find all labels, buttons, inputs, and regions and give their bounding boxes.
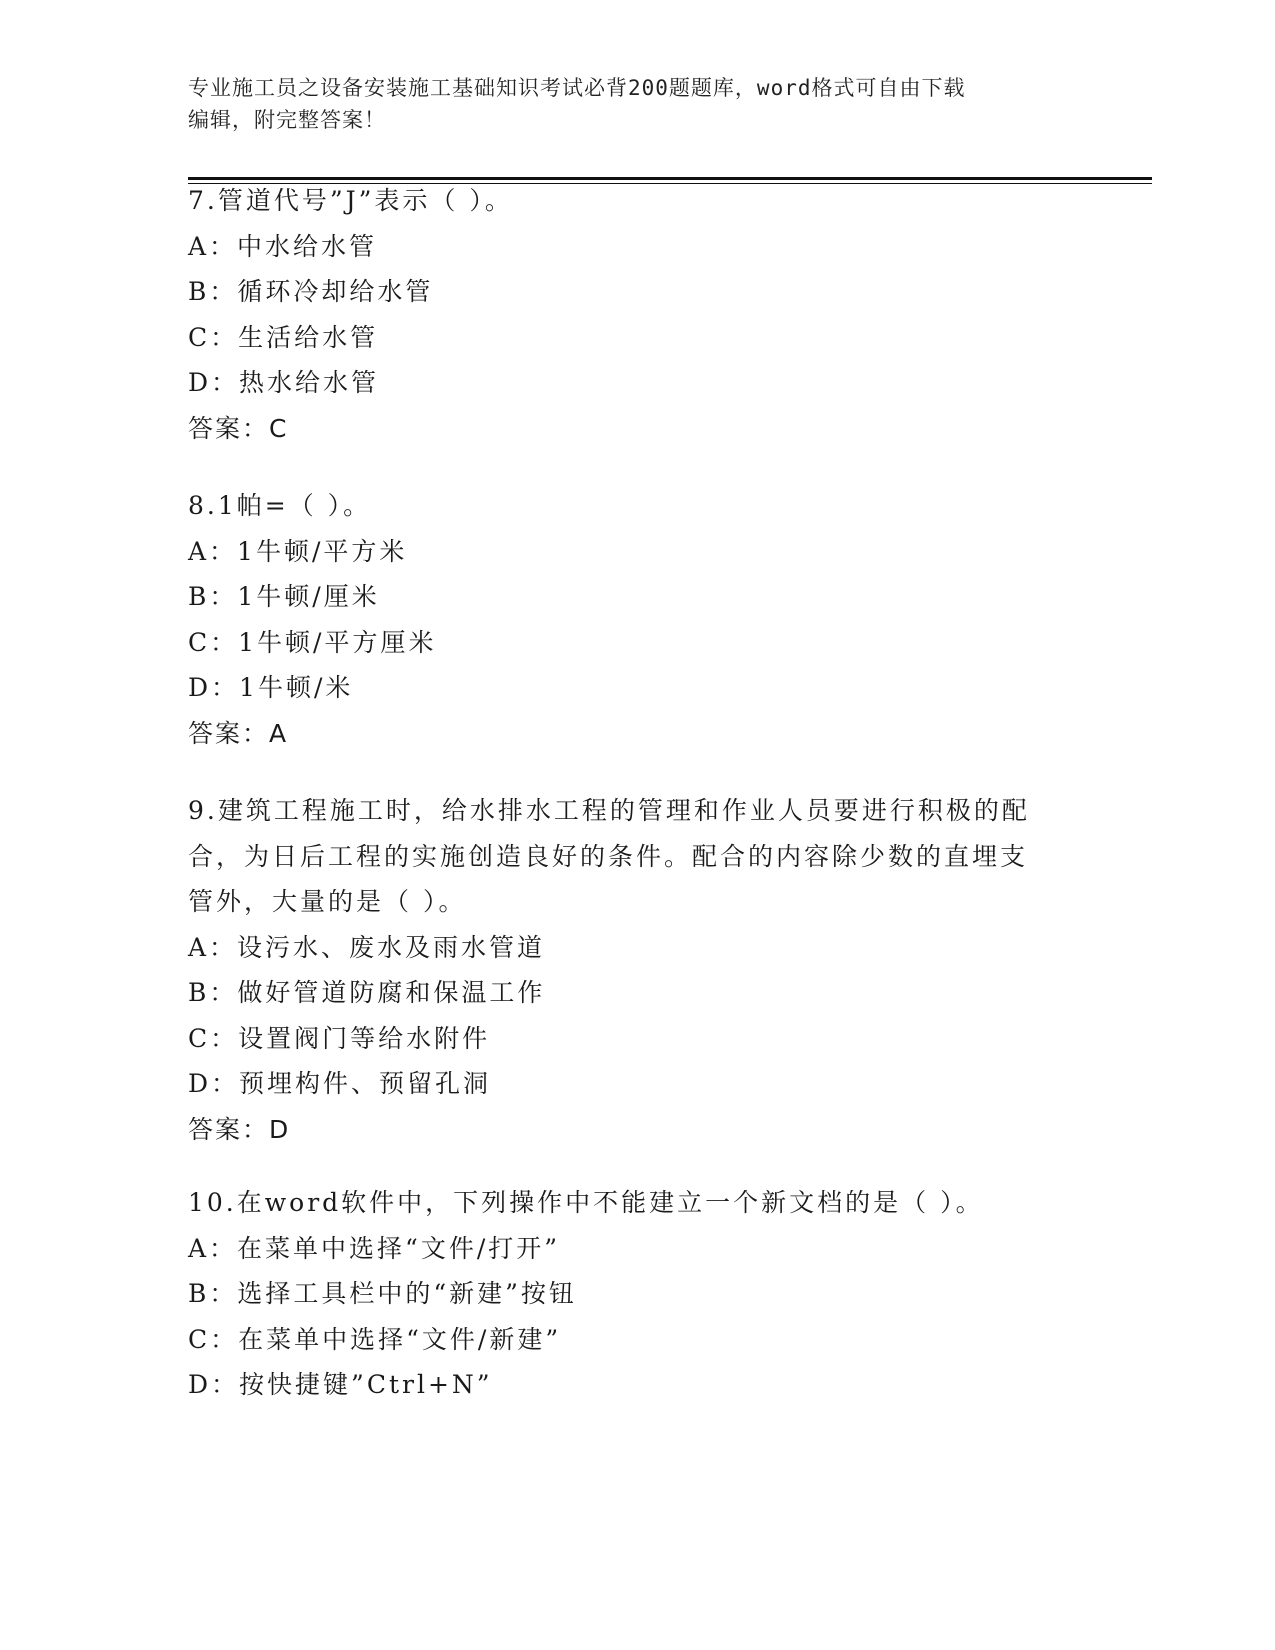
document-header (188, 72, 1068, 136)
option-c: C：在菜单中选择“文件/新建” (188, 1324, 562, 1354)
option-d: D：预埋构件、预留孔洞 (188, 1069, 492, 1098)
option-b: B：1牛顿/厘米 (188, 582, 380, 611)
option-b: B：选择工具栏中的“新建”按钮 (188, 1279, 577, 1308)
option-d: D：按快捷键”Ctrl+N” (188, 1370, 493, 1399)
answer: 答案：C (188, 413, 289, 443)
option-a: A：设污水、废水及雨水管道 (188, 932, 546, 962)
option-a: A：在菜单中选择“文件/打开” (188, 1233, 561, 1263)
question-8 (188, 483, 1068, 756)
option-b: B：做好管道防腐和保温工作 (188, 978, 546, 1007)
question-stem-line-1: 9.建筑工程施工时，给水排水工程的管理和作业人员要进行积极的配 (188, 796, 1030, 825)
question-10 (188, 1180, 1068, 1408)
question-9 (188, 788, 1068, 1152)
question-stem-line-3: 管外，大量的是（ ）。 (188, 887, 467, 916)
option-a: A：中水给水管 (188, 231, 378, 261)
question-stem: 7.管道代号”J”表示（ ）。 (188, 186, 513, 215)
option-c: C：设置阀门等给水附件 (188, 1023, 491, 1053)
answer: 答案：A (188, 718, 289, 748)
answer: 答案：D (188, 1114, 291, 1144)
question-stem-line-2: 合，为日后工程的实施创造良好的条件。配合的内容除少数的直埋支 (188, 841, 1029, 871)
option-c: C：生活给水管 (188, 322, 379, 352)
header-line-2: 编辑，附完整答案！ (188, 108, 386, 132)
question-stem: 10.在word软件中，下列操作中不能建立一个新文档的是（ ）。 (188, 1188, 984, 1217)
option-d: D：1牛顿/米 (188, 673, 354, 702)
option-c: C：1牛顿/平方厘米 (188, 627, 437, 657)
header-line-1: 专业施工员之设备安装施工基础知识考试必背200题题库，word格式可自由下载 (188, 76, 966, 100)
question-7 (188, 178, 1068, 451)
option-d: D：热水给水管 (188, 368, 380, 397)
question-stem: 8.1帕=（ ）。 (188, 491, 372, 520)
option-b: B：循环冷却给水管 (188, 277, 434, 306)
option-a: A：1牛顿/平方米 (188, 536, 408, 566)
